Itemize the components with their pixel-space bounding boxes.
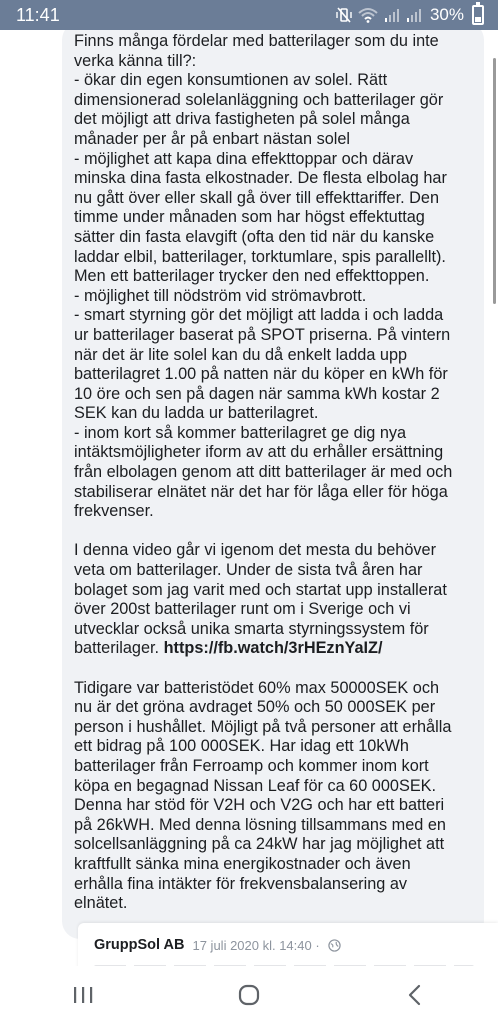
wifi-icon xyxy=(358,7,378,23)
reply-timestamp[interactable]: 17 juli 2020 kl. 14:40 · xyxy=(192,937,320,953)
comment-thread[interactable] xyxy=(0,30,498,966)
reply-header xyxy=(94,937,341,953)
battery-percent: 30% xyxy=(429,5,464,24)
recent-apps-button[interactable] xyxy=(53,975,113,1015)
globe-icon xyxy=(328,939,341,952)
home-icon xyxy=(237,983,261,1007)
video-link[interactable]: https://fb.watch/3rHEznYaIZ/ xyxy=(163,639,383,658)
status-icons xyxy=(336,7,422,23)
comment-body: Finns många fördelar med batterilager som du inte verka känna till?: - ökar din egen konsumtionen av solel. Rätt dimensionerad solelanläggning och batterilager gör det möjligt att driva fastigheten på solel många månader per år på enbart nästan solel - möjlighet att kapa dina effekttoppar och därav minska dina fasta elkostnader. De flesta elbolag har nu gått över eller skall gå över till effekttariffer. Den timme under månaden som har högst effektuttag sätter din fasta elavgift (ofta den tid när du kanske laddar elbil, batterilager, torktumlare, spis parallellt). Men ett batterilager trycker den ned effekttoppen. - möjlighet till nödström vid strömavbrott. - smart styrning gör det möjligt att ladda i och ladda ur batterilager baserat på SPOT priserna. På vintern när det är lite solel kan du då enkelt ladda upp batterilagret 1.00 på natten när du köper en kWh för 10 öre och sen på dagen när samma kWh kostar 2 SEK kan du ladda ur batterilagret. - inom kort så kommer batterilagret ge dig nya intäktsmöjligheter iform av att du erhåller ersättning från elbolagen genom att ditt batterilager är med och stabiliserar elnätet när det har för låga eller för höga frekvenser. I denna video går vi igenom det mesta du behöver veta om batterilager. Under de sista två åren har bolaget som jag varit med och startat upp installerat över 200st batterilager runt om i Sverige och vi utvecklar också unika smarta styrningssystem för batterilager. xyxy=(74,32,453,658)
reply-author[interactable]: GruppSol AB xyxy=(94,937,185,953)
back-icon xyxy=(405,983,425,1007)
recent-apps-icon xyxy=(72,985,94,1005)
comment-bubble[interactable] xyxy=(62,30,484,939)
home-button[interactable] xyxy=(219,975,279,1015)
signal-icon xyxy=(384,7,400,23)
signal-icon-2 xyxy=(406,7,422,23)
comment-text xyxy=(74,32,474,914)
scrollbar[interactable] xyxy=(493,58,496,304)
status-right xyxy=(336,5,484,25)
battery-icon xyxy=(472,5,484,25)
comment-body-after: Tidigare var batteristödet 60% max 50000SEK och nu är det gröna avdraget 50% och 50 000SEK per person i hushållet. Möjligt på två personer att erhålla ett bidrag på 100 000SEK. Har idag ett 10kWh batterilager från Ferroamp och kommer inom kort köpa en begagnad Nissan Leaf för ca 60 000SEK. Denna har stöd för V2H och V2G och har ett batteri på 26kWH. Med denna lösning tillsammans med en solcellsanläggning på ca 24kW har jag möjlighet att kraftfullt sänka mina energikostnader och även erhålla fina intäkter för frekvensbalansering av elnätet. xyxy=(74,678,452,913)
back-button[interactable] xyxy=(385,975,445,1015)
mute-vibrate-icon xyxy=(336,7,352,23)
status-time: 11:41 xyxy=(16,4,60,25)
navigation-bar xyxy=(0,966,498,1024)
status-bar xyxy=(0,0,498,30)
reply-comment[interactable] xyxy=(78,923,498,966)
